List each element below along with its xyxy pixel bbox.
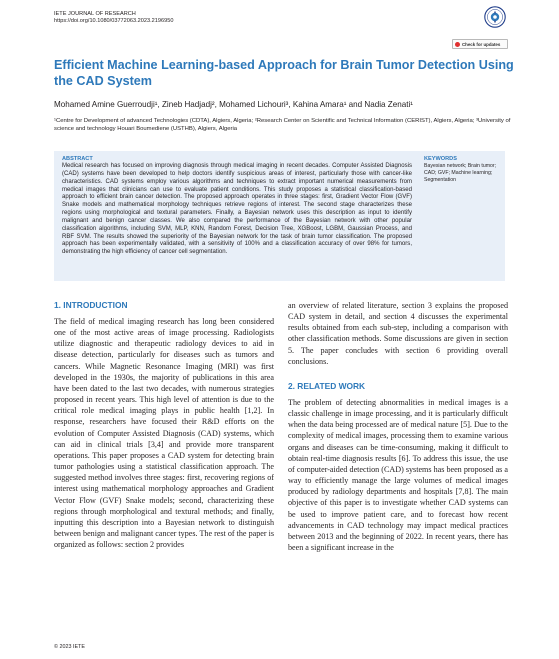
keywords-section [424,156,502,183]
author-list: Mohamed Amine Guerroudji¹, Zineb Hadjadj², Mohamed Lichouri³, Kahina Amara¹ and Nadia Zenati¹ [54,100,414,109]
affiliations: ¹Centre for Development of advanced Technologies (CDTA), Algiers, Algeria; ²Research Center on Scientific and Technical Information (CERIST), Algiers, Algeria; ³University of science and technology Houari Boumediene (USTHB), Algiers, Algeria [54,118,511,132]
journal-name: IETE JOURNAL OF RESEARCH [54,11,136,17]
left-column [54,300,274,550]
article-title: Efficient Machine Learning-based Approach for Brain Tumor Detection Using the CAD System [54,58,514,88]
section-heading-related-work: 2. RELATED WORK [288,380,366,391]
introduction-text: The field of medical imaging research has long been considered one of the most active areas of image processing. Radiologists utilize diagnostic and therapeutic radiology devices to aid in disease detection, particularly for diseases such as tumors and cancers. While Magnetic Resonance Imaging (MRI) was first developed in the 1930s, the majority of publications in this area have been dated to the last two decades, with numerous strategies proposed in recent years. This high level of attention is due to the critical role medical imaging plays in public health [1,2]. In response, researchers have focused their R&D efforts on the evolution of Computer Assisted Diagnosis (CAD) systems, which can aid in clinical trials [3,4] and provide more transparent operations. This paper proposes a CAD system for detecting brain tumor pathologies using a statistical classification approach. The suggested method involves three stages: first, recovering regions of interest using mathematical morphology approaches and Gradient Vector Flow (GVF) Snake models; second, characterizing these regions through morphological and textural methods; and finally, inputting this description into a Bayesian network to distinguish between benign and malignant cancer types. The rest of the paper is organized as follows: section 2 provides [54,317,274,550]
crossmark-icon [455,42,460,47]
keywords-heading: KEYWORDS [424,156,457,162]
iete-logo-icon [484,6,506,28]
abstract-section [62,156,412,257]
check-for-updates-label: Check for updates [462,41,501,47]
right-column [288,300,508,553]
check-for-updates-button[interactable] [452,39,508,49]
copyright-footer: © 2023 IETE [54,644,85,650]
introduction-continued-text: an overview of related literature, section 3 explains the proposed CAD system in detail, and section 4 discusses the experimental results obtained from each sub-step, including a comparison with other classification methods. Some discussions are given in section 5. The paper concludes with section 6 providing overall conclusions. [288,301,508,366]
keywords-text: Bayesian network; Brain tumor; CAD; GVF; Machine learning; Segmentation [424,163,497,183]
section-heading-introduction: 1. INTRODUCTION [54,300,128,310]
journal-doi-link[interactable]: https://doi.org/10.1080/03772063.2023.2196950 [54,18,174,25]
related-work-text: The problem of detecting abnormalities in medical images is a classic challenge in image processing, and it is particularly difficult when the data being processed are of medical nature [5]. Due to the complexity of medical images, processing them to examine various organs and diseases can be time-consuming, making it difficult to obtain real-time diagnosis results [6]. To address this issue, the use of computer-aided detection (CAD) systems has been proposed as a way to efficiently manage the large volumes of medical images produced by radiology departments and hospitals [7,8]. The main objective of this paper is to investigate whether CAD systems can be used to improve patient care, and to forecast how recent advancements in CAD technology may impact medical practices between 2013 and the beginning of 2022. In recent years, there has been a significant increase in the [288,397,508,552]
abstract-box [54,151,505,281]
abstract-heading: ABSTRACT [62,156,93,162]
journal-header [54,11,173,26]
abstract-text: Medical research has focused on improving diagnosis through medical imaging in recent decades. Computer Assisted Diagnosis (CAD) systems have been developed to help doctors identify suspicious areas of interest, particularly those with cancer-like characteristics. CAD systems employ various algorithms and techniques to extract important numerical measurements from medical images that clinicians can use to evaluate patient conditions. This study proposes a statistical classification-based approach to efficient brain cancer detection. The proposed approach operates in three stages: first, Gradient Vector Flow (GVF) Snake models and mathematical morphology techniques retrieve regions of interest. The second stage characterizes these regions using morphological and textural parameters. Finally, a Bayesian network uses this description as input to identify malignant and benign cancer classes. We also compared the performance of the Bayesian network with other popular classification algorithms, including SVM, MLP, KNN, Random Forest, Decision Tree, XGBoost, LGBM, Gaussian Process, and RBF SVM. The results showed the superiority of the Bayesian network for the task of brain tumor classification. The proposed approach has been experimentally validated, with a sensitivity of 100% and a classification accuracy of over 98% for tumors, demonstrating the high efficiency of cancer cell segmentation. [62,163,412,256]
